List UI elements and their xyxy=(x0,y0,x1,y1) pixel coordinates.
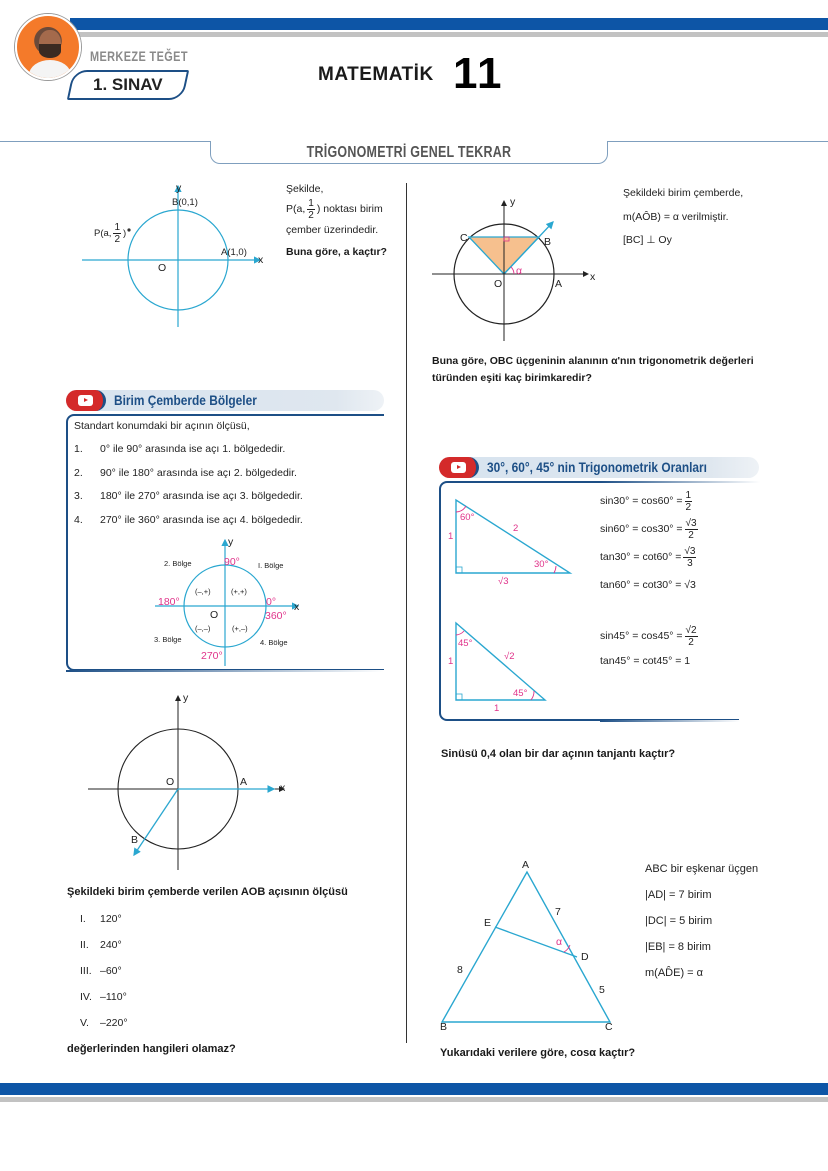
video-play-icon[interactable] xyxy=(66,390,106,411)
q1-point-p: P(a, $\frac{1}{2}$ ) xyxy=(94,222,127,245)
header-band-blue xyxy=(70,18,828,30)
q4-options xyxy=(80,906,128,1036)
q2-question-1: Buna göre, OBC üçgeninin alanının α'nın trigonometrik değerleri xyxy=(432,355,754,367)
region-1-label: I. Bölge xyxy=(258,561,284,570)
regions-list-item: 4. 270° ile 360° arasında ise açı 4. bölgededir. xyxy=(74,513,303,526)
sign-4: (+,–) xyxy=(232,624,248,633)
region-4-label: 4. Bölge xyxy=(260,638,288,647)
deg-270: 270° xyxy=(201,650,223,662)
deg-360: 360° xyxy=(265,610,287,622)
ratios-box-title: 30°, 60°, 45° nin Trigonometrik Oranları xyxy=(487,459,707,475)
ratios-equations-1 xyxy=(600,487,700,599)
ratios-box-header xyxy=(439,457,759,478)
q1-y-label: y xyxy=(176,182,182,194)
tri1-side-hyp: 2 xyxy=(513,523,519,534)
tri2-side-hyp: √2 xyxy=(504,651,515,662)
q4-origin: O xyxy=(166,776,175,788)
q5-given: |EB| = 8 birim xyxy=(645,941,711,953)
q5-alpha: α xyxy=(556,936,563,948)
q1-question: Buna göre, a kaçtır? xyxy=(286,246,387,258)
equation: sin60° = cos30° = $\frac{√3}{2}$ xyxy=(600,517,697,541)
q5-point-e: E xyxy=(484,917,492,929)
q4-unit-circle-figure xyxy=(84,690,294,870)
exam-label: 1. SINAV xyxy=(93,75,163,94)
q2-point-b: B xyxy=(544,236,552,248)
deg-180: 180° xyxy=(158,596,180,608)
q3-question: Sinüsü 0,4 olan bir dar açının tanjantı kaçtır? xyxy=(441,748,676,760)
tri2-side-left: 1 xyxy=(448,656,454,667)
q4-option: I. 120° xyxy=(80,913,122,925)
q4-option: IV. –110° xyxy=(80,991,127,1003)
equation: tan30° = cot60° = $\frac{√3}{3}$ xyxy=(600,545,696,569)
regions-box-header xyxy=(66,390,384,411)
q2-point-c: C xyxy=(460,232,468,244)
deg-0: 0° xyxy=(266,596,277,608)
section-title: TRİGONOMETRİ GENEL TEKRAR xyxy=(306,144,512,161)
sign-3: (–,–) xyxy=(195,624,211,633)
q1-text-1: Şekilde, xyxy=(286,183,324,195)
q2-unit-circle-figure xyxy=(428,196,598,341)
regions-list-item: 1. 0° ile 90° arasında ise açı 1. bölgededir. xyxy=(74,443,286,455)
q2-text-3: [BC] ⊥ Oy xyxy=(623,234,672,246)
equation: tan45° = cot45° = 1 xyxy=(600,655,691,667)
q4-option: III. –60° xyxy=(80,965,122,977)
header-band-gray xyxy=(70,32,828,37)
regions-intro: Standart konumdaki bir açının ölçüsü, xyxy=(74,420,250,432)
video-play-icon[interactable] xyxy=(439,457,479,478)
tri1-side-left: 1 xyxy=(448,531,454,542)
q4-option: V. –220° xyxy=(80,1017,128,1029)
q1-text-3: çember üzerindedir. xyxy=(286,224,379,236)
q1-x-label: x xyxy=(258,254,264,266)
author-avatar xyxy=(15,14,81,80)
q2-x-label: x xyxy=(590,271,596,283)
q5-point-a: A xyxy=(522,859,530,871)
q5-side-dc: 5 xyxy=(599,984,605,996)
q2-text-1: Şekildeki birim çemberde, xyxy=(623,187,744,199)
regions-list-item: 2. 90° ile 180° arasında ise açı 2. bölgededir. xyxy=(74,466,297,479)
q2-point-a: A xyxy=(555,278,563,290)
equation: sin30° = cos60° = $\frac{1}{2}$ xyxy=(600,489,692,513)
q5-question: Yukarıdaki verilere göre, cosα kaçtır? xyxy=(440,1047,636,1059)
q2-alpha-label: α xyxy=(516,265,523,277)
q4-option: II. 240° xyxy=(80,939,122,951)
q5-given: m(AD̂E) = α xyxy=(645,967,704,979)
q5-given: |AD| = 7 birim xyxy=(645,889,712,901)
deg-90: 90° xyxy=(224,556,240,568)
column-divider xyxy=(406,183,407,1043)
q5-point-d: D xyxy=(581,951,589,963)
q4-y-label: y xyxy=(183,692,189,704)
footer-band-gray xyxy=(0,1097,828,1102)
q5-given: |DC| = 5 birim xyxy=(645,915,713,927)
region-2-label: 2. Bölge xyxy=(164,559,192,568)
q1-point-a: A(1,0) xyxy=(221,247,247,258)
tri1-angle-top: 60° xyxy=(460,512,475,523)
q5-side-eb: 8 xyxy=(457,964,463,976)
q4-point-b: B xyxy=(131,834,139,846)
tri1-angle-right: 30° xyxy=(534,559,549,570)
exam-badge xyxy=(67,70,189,100)
q5-given: ABC bir eşkenar üçgen xyxy=(645,863,759,875)
regions-list xyxy=(74,438,303,532)
subject-title: MATEMATİK xyxy=(318,64,434,85)
q4-x-label: x xyxy=(280,782,286,794)
tri2-angle-top: 45° xyxy=(458,638,473,649)
q4-point-a: A xyxy=(240,776,248,788)
tri2-angle-right: 45° xyxy=(513,688,528,699)
q5-side-ad: 7 xyxy=(555,906,561,918)
q5-point-b: B xyxy=(440,1021,448,1033)
q5-point-c: C xyxy=(605,1021,613,1033)
tri2-side-bottom: 1 xyxy=(494,703,500,714)
q2-origin-label: O xyxy=(494,278,503,290)
sign-2: (–,+) xyxy=(195,587,211,596)
q2-question-2: türünden eşiti kaç birimkaredir? xyxy=(432,372,592,384)
regions-box-title: Birim Çemberde Bölgeler xyxy=(114,392,257,408)
regions-origin: O xyxy=(210,609,219,621)
equation: sin45° = cos45° = $\frac{√2}{2}$ xyxy=(600,624,697,648)
region-3-label: 3. Bölge xyxy=(154,635,182,644)
grade-number: 11 xyxy=(453,49,504,98)
brand-name: MERKEZE TEĞET xyxy=(90,48,188,64)
q4-question: değerlerinden hangileri olamaz? xyxy=(67,1043,236,1055)
q1-point-b: B(0,1) xyxy=(172,197,198,208)
q2-y-label: y xyxy=(510,196,516,208)
q1-text-2: P(a, $\frac{1}{2}$ ) noktası birim xyxy=(286,198,383,221)
ratios-equations-2 xyxy=(600,622,700,672)
q5-triangle-figure xyxy=(436,862,626,1032)
equation: tan60° = cot30° = √3 xyxy=(600,579,696,591)
q5-given-list xyxy=(645,856,758,986)
regions-x-label: x xyxy=(294,601,300,613)
footer-band-blue xyxy=(0,1083,828,1095)
triangle-30-60-figure xyxy=(450,495,580,580)
q4-stem: Şekildeki birim çemberde verilen AOB açısının ölçüsü xyxy=(67,886,348,898)
q1-origin-label: O xyxy=(158,262,167,274)
regions-list-item: 3. 180° ile 270° arasında ise açı 3. bölgededir. xyxy=(74,490,303,502)
sign-1: (+,+) xyxy=(231,587,247,596)
regions-y-label: y xyxy=(228,536,234,548)
tri1-side-bottom: √3 xyxy=(498,576,509,587)
q2-text-2: m(AÔB) = α verilmiştir. xyxy=(623,211,729,223)
